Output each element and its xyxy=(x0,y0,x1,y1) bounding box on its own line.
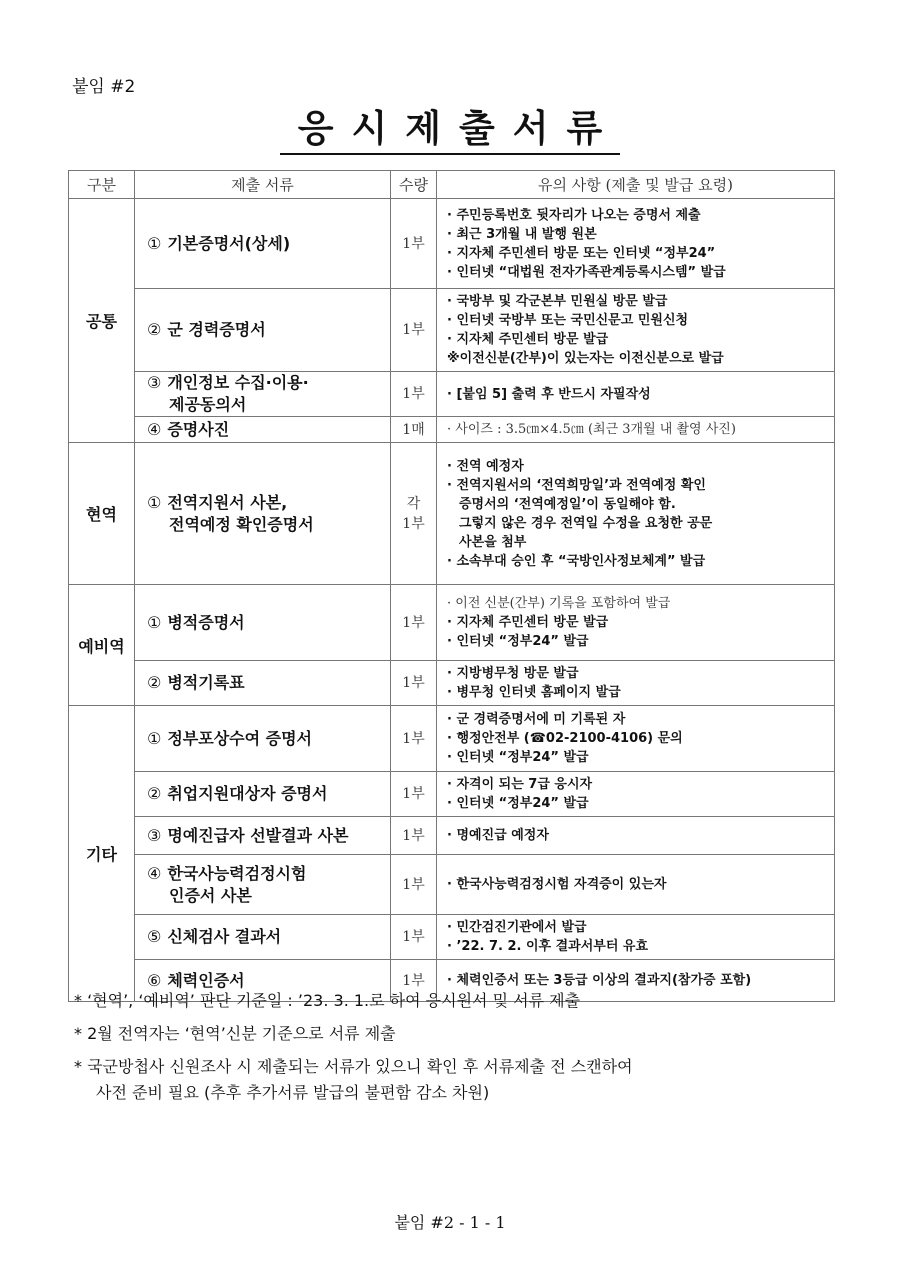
note-line: 증명서의 ‘전역예정일’이 동일해야 함. xyxy=(459,496,676,512)
notes-cell xyxy=(437,417,835,443)
note-line: · 민간검진기관에서 발급 xyxy=(447,920,587,935)
table-body xyxy=(69,199,835,1002)
document-cell xyxy=(135,585,391,661)
note-line: · 사이즈 : 3.5㎝×4.5㎝ (최근 3개월 내 촬영 사진) xyxy=(447,422,736,437)
document-number: ⑥ xyxy=(147,970,162,990)
document-name: 제공동의서 xyxy=(169,395,247,414)
note-line: ※이전신분(간부)이 있는자는 이전신분으로 발급 xyxy=(447,351,724,366)
note-line: · 이전 신분(간부) 기록을 포함하여 발급 xyxy=(447,596,671,611)
document-cell xyxy=(135,855,391,915)
table-row xyxy=(69,372,835,417)
note-line: · 인터넷 “정부24” 발급 xyxy=(447,750,589,765)
note-line: · 병무청 인터넷 홈페이지 발급 xyxy=(447,685,621,700)
notes-cell xyxy=(437,199,835,289)
note-line: · 소속부대 승인 후 “국방인사정보체계” 발급 xyxy=(447,553,706,569)
note-line: · 최근 3개월 내 발행 원본 xyxy=(447,226,597,242)
quantity-cell: 각 1부 xyxy=(391,443,437,585)
note-line: · 국방부 및 각군본부 민원실 방문 발급 xyxy=(447,294,668,309)
quantity-cell: 1부 xyxy=(391,289,437,372)
quantity-cell: 1부 xyxy=(391,772,437,817)
note-line: · ’22. 7. 2. 이후 결과서부터 유효 xyxy=(447,939,649,954)
documents-table xyxy=(68,170,835,1002)
footnote-line: 사전 준비 필요 (추후 추가서류 발급의 불편함 감소 차원) xyxy=(96,1083,490,1102)
table-row xyxy=(69,443,835,585)
quantity-cell: 1부 xyxy=(391,706,437,772)
note-line: · 인터넷 “대법원 전자가족관계등록시스템” 발급 xyxy=(447,264,726,280)
note-line: · 인터넷 “정부24” 발급 xyxy=(447,796,589,811)
page-title xyxy=(0,98,900,152)
category-cell: 공통 xyxy=(69,199,135,443)
note-line: · 주민등록번호 뒷자리가 나오는 증명서 제출 xyxy=(447,207,701,223)
note-line: 그렇지 않은 경우 전역일 수정을 요청한 공문 xyxy=(459,515,713,531)
quantity-cell: 1부 xyxy=(391,372,437,417)
table-header xyxy=(69,171,835,199)
category-cell: 현역 xyxy=(69,443,135,585)
table-row xyxy=(69,817,835,855)
document-number: ② xyxy=(147,320,162,339)
document-name: 취업지원대상자 증명서 xyxy=(167,784,328,803)
document-name: 전역예정 확인증명서 xyxy=(169,514,314,534)
document-name: 정부포상수여 증명서 xyxy=(167,728,313,748)
note-line: · 행정안전부 (☎02-2100-4106) 문의 xyxy=(447,731,683,746)
document-number: ③ xyxy=(147,373,162,392)
quantity-cell: 1부 xyxy=(391,960,437,1002)
quantity-cell: 1부 xyxy=(391,817,437,855)
note-line: · [붙임 5] 출력 후 반드시 자필작성 xyxy=(447,386,651,402)
footnote xyxy=(74,988,854,1014)
document-cell xyxy=(135,915,391,960)
document-name: 한국사능력검정시험 xyxy=(167,863,307,883)
document-cell xyxy=(135,772,391,817)
document-name: 명예진급자 선발결과 사본 xyxy=(167,825,349,845)
note-line: · 지자체 주민센터 방문 또는 인터넷 “정부24” xyxy=(447,245,716,261)
notes-cell xyxy=(437,585,835,661)
note-line: · 자격이 되는 7급 응시자 xyxy=(447,777,593,792)
document-number: ② xyxy=(147,784,162,803)
document-cell xyxy=(135,706,391,772)
column-header: 유의 사항 (제출 및 발급 요령) xyxy=(437,171,835,199)
footnotes xyxy=(74,988,854,1113)
document-number: ③ xyxy=(147,825,162,845)
note-line: · 지자체 주민센터 방문 발급 xyxy=(447,332,609,347)
document-name: 개인정보 수집·이용· xyxy=(167,373,309,392)
note-line: 사본을 첨부 xyxy=(459,534,527,550)
notes-cell xyxy=(437,289,835,372)
notes-cell xyxy=(437,706,835,772)
footnote xyxy=(74,1054,854,1106)
table-row xyxy=(69,661,835,706)
document-name: 증명사진 xyxy=(167,419,230,439)
table-row xyxy=(69,199,835,289)
notes-cell xyxy=(437,772,835,817)
document-cell xyxy=(135,661,391,706)
quantity-cell: 1매 xyxy=(391,417,437,443)
notes-cell xyxy=(437,817,835,855)
page-number: 붙임 #2 - 1 - 1 xyxy=(394,1213,506,1232)
notes-cell xyxy=(437,372,835,417)
document-number: ① xyxy=(147,728,162,748)
quantity-cell: 1부 xyxy=(391,199,437,289)
note-line: · 지자체 주민센터 방문 발급 xyxy=(447,615,609,630)
document-cell xyxy=(135,817,391,855)
note-line: · 한국사능력검정시험 자격증이 있는자 xyxy=(447,877,667,892)
footnote-line: * 2월 전역자는 ‘현역’신분 기준으로 서류 제출 xyxy=(74,1024,396,1043)
attachment-label: 붙임 #2 xyxy=(72,77,136,97)
table-row xyxy=(69,706,835,772)
document-name: 인증서 사본 xyxy=(169,885,252,905)
table-row xyxy=(69,772,835,817)
table-row xyxy=(69,855,835,915)
table-row xyxy=(69,585,835,661)
document-name: 체력인증서 xyxy=(167,970,245,990)
document-number: ① xyxy=(147,492,162,512)
note-line: · 인터넷 국방부 또는 국민신문고 민원신청 xyxy=(447,313,689,328)
notes-cell xyxy=(437,661,835,706)
quantity-cell: 1부 xyxy=(391,855,437,915)
column-header: 구분 xyxy=(69,171,135,199)
column-header: 수량 xyxy=(391,171,437,199)
notes-cell xyxy=(437,855,835,915)
note-line: · 전역 예정자 xyxy=(447,458,524,474)
document-cell xyxy=(135,199,391,289)
note-line: · 지방병무청 방문 발급 xyxy=(447,666,579,681)
page-title-text: 응시제출서류 xyxy=(280,107,620,155)
note-line: · 군 경력증명서에 미 기록된 자 xyxy=(447,712,626,727)
quantity-cell: 1부 xyxy=(391,915,437,960)
document-number: ② xyxy=(147,673,162,692)
document-name: 병적기록표 xyxy=(167,673,245,692)
note-line: · 인터넷 “정부24” 발급 xyxy=(447,634,589,649)
document-name: 전역지원서 사본, xyxy=(167,492,288,512)
document-number: ① xyxy=(147,612,162,632)
document-number: ④ xyxy=(147,419,162,439)
table-row xyxy=(69,289,835,372)
document-name: 병적증명서 xyxy=(167,612,245,632)
document-name: 기본증명서(상세) xyxy=(167,233,291,253)
note-line: · 체력인증서 또는 3등급 이상의 결과지(참가증 포함) xyxy=(447,973,752,988)
table-row xyxy=(69,417,835,443)
document-cell xyxy=(135,372,391,417)
document-cell xyxy=(135,289,391,372)
quantity-cell: 1부 xyxy=(391,585,437,661)
footnote-line: * 국군방첩사 신원조사 시 제출되는 서류가 있으니 확인 후 서류제출 전 스캔하여 xyxy=(74,1057,633,1076)
document-cell xyxy=(135,443,391,585)
document-name: 신체검사 결과서 xyxy=(167,927,282,946)
footnote xyxy=(74,1021,854,1047)
category-cell: 예비역 xyxy=(69,585,135,706)
column-header: 제출 서류 xyxy=(135,171,391,199)
note-line: · 명예진급 예정자 xyxy=(447,828,549,843)
note-line: · 전역지원서의 ‘전역희망일’과 전역예정 확인 xyxy=(447,477,706,493)
document-name: 군 경력증명서 xyxy=(167,320,266,339)
document-cell xyxy=(135,417,391,443)
document-number: ① xyxy=(147,233,162,253)
document-number: ④ xyxy=(147,863,162,883)
notes-cell xyxy=(437,915,835,960)
document-number: ⑤ xyxy=(147,927,162,946)
notes-cell xyxy=(437,443,835,585)
category-cell: 기타 xyxy=(69,706,135,1002)
footnote-line: * ‘현역’, ‘예비역’ 판단 기준일 : ’23. 3. 1.로 하여 응시원서 및 서류 제출 xyxy=(74,991,581,1010)
table-row xyxy=(69,915,835,960)
quantity-cell: 1부 xyxy=(391,661,437,706)
